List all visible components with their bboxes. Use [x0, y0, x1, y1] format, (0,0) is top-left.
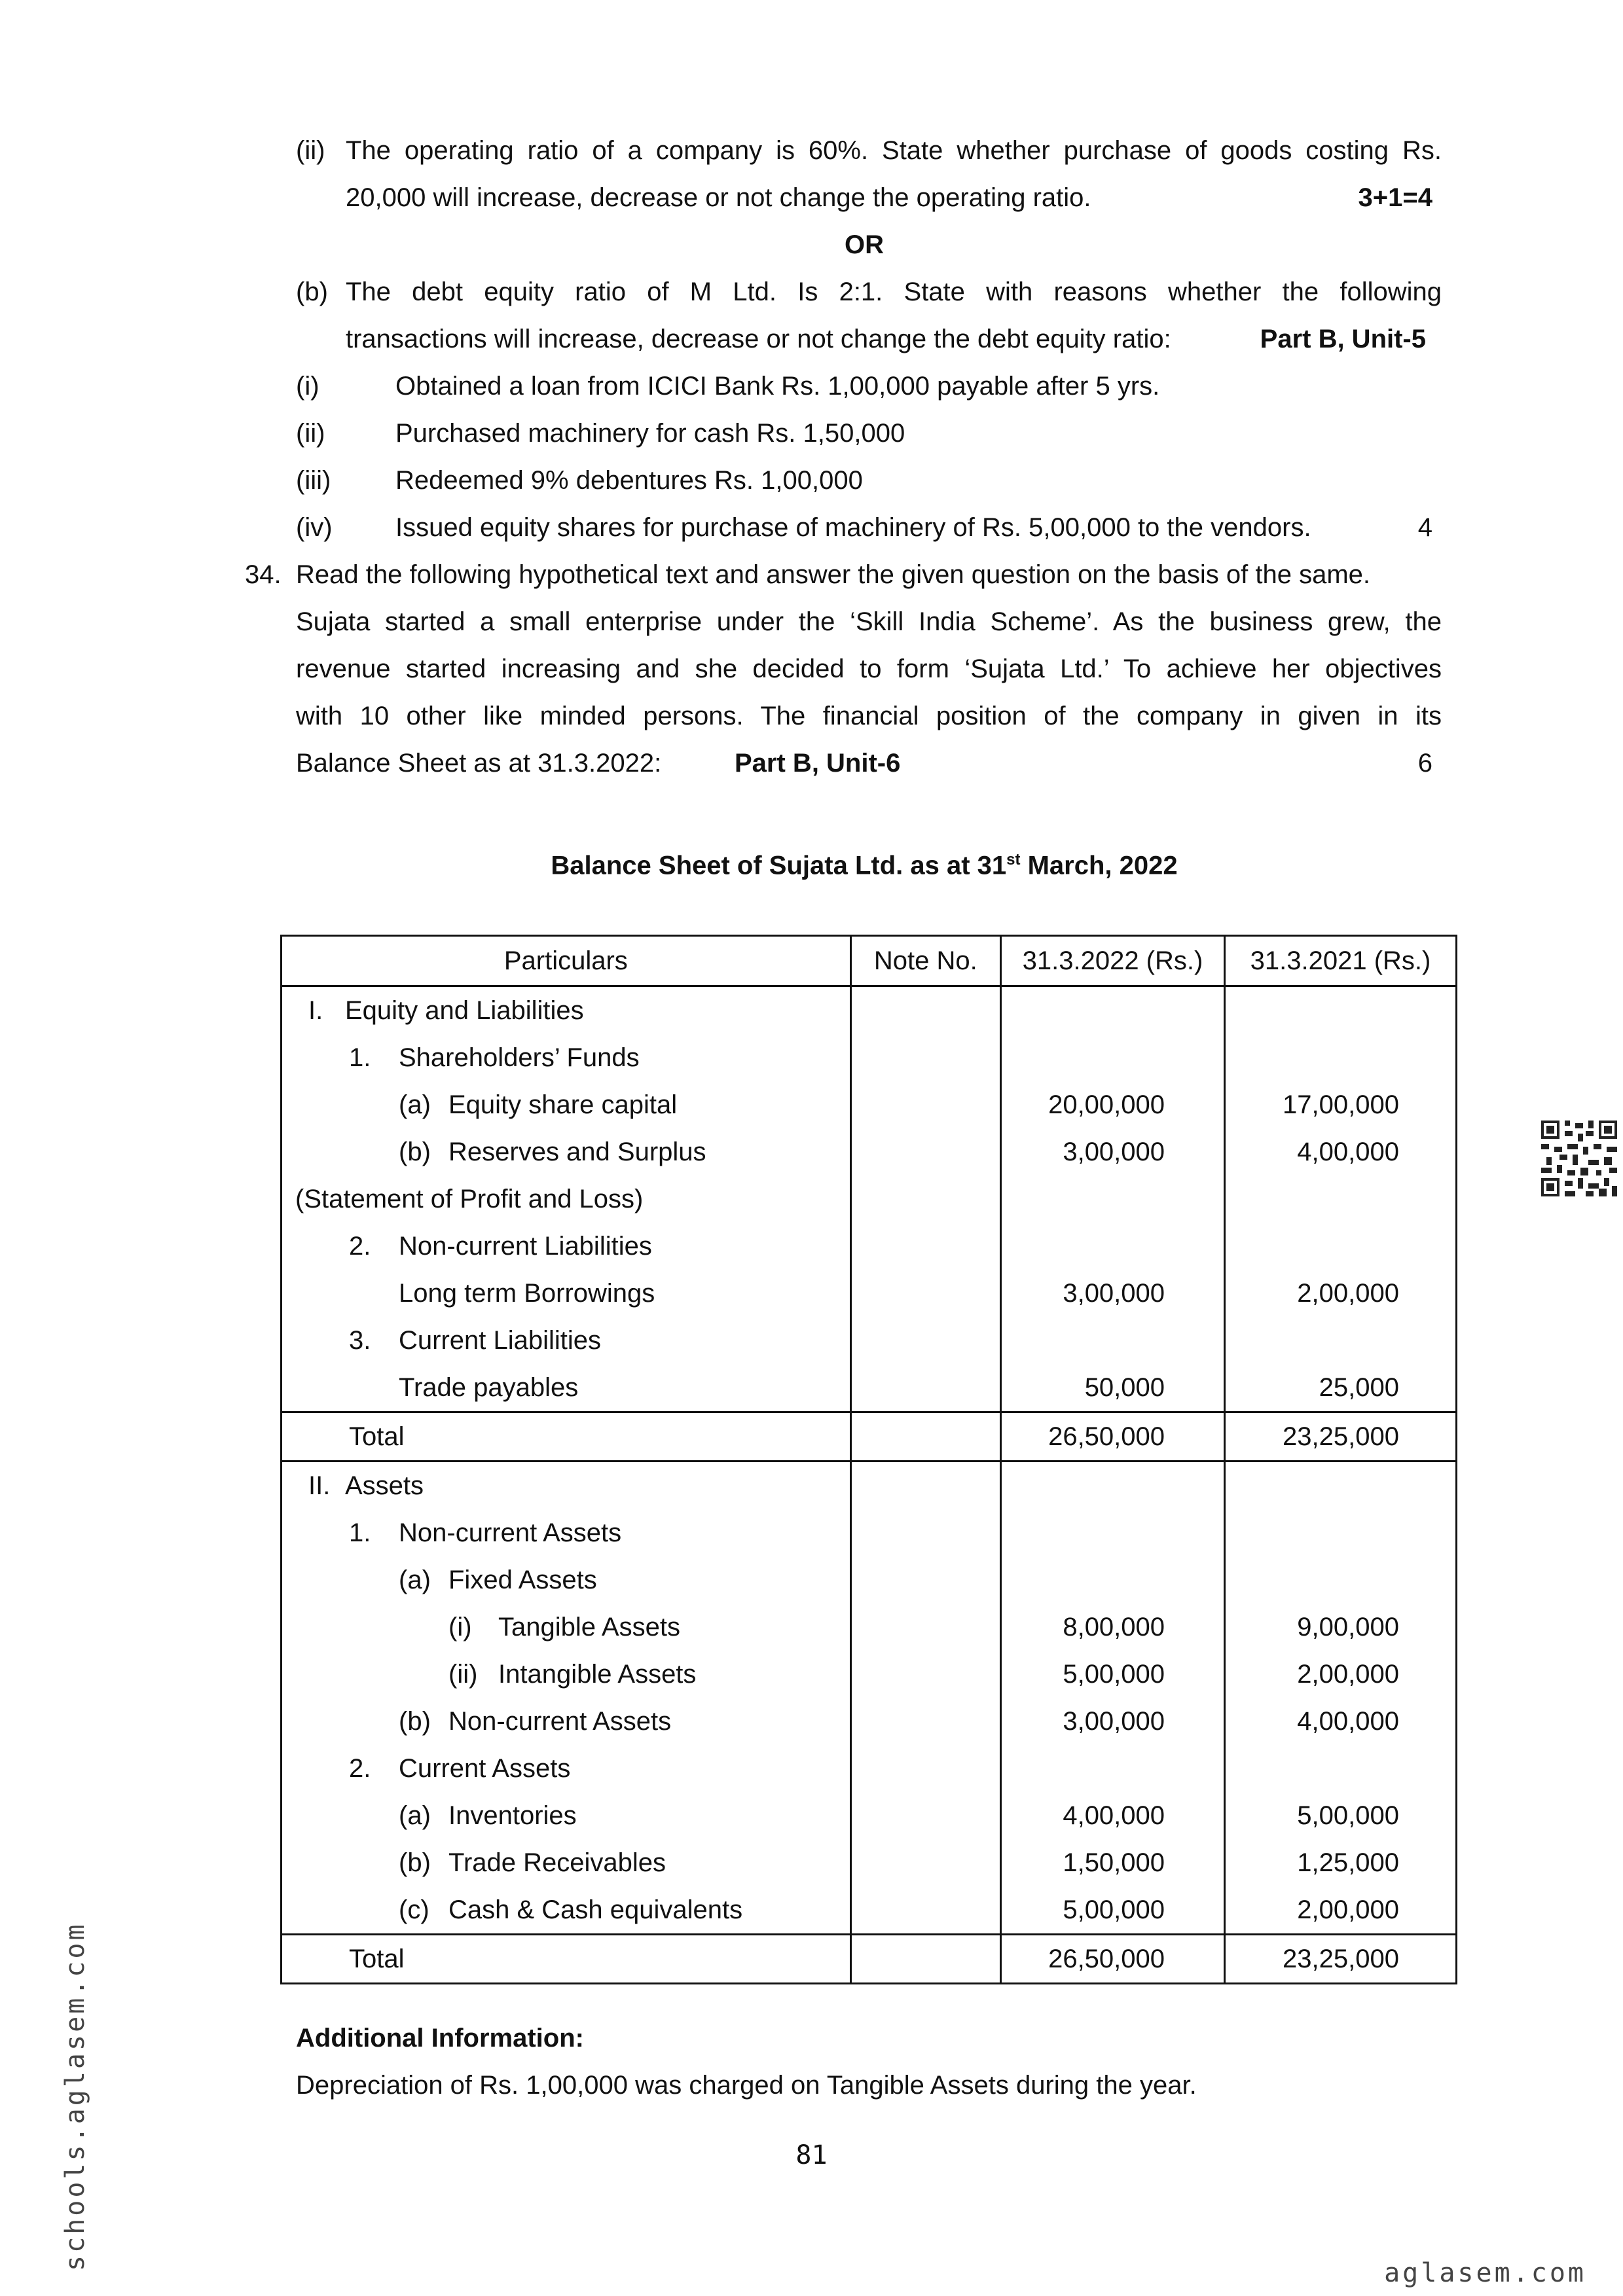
item-number: (b): [399, 1848, 431, 1877]
list-item: [296, 410, 1442, 457]
table-row: [282, 1317, 1457, 1364]
group-number: 2.: [349, 1232, 371, 1261]
title-text: Balance Sheet of Sujata Ltd. as at 31: [551, 851, 1007, 880]
row-label: Inventories: [448, 1801, 577, 1830]
row-label: Current Liabilities: [399, 1326, 602, 1355]
additional-info-heading: Additional Information:: [296, 2024, 584, 2053]
marks: 4: [1417, 513, 1432, 542]
item-number: (a): [399, 1090, 431, 1119]
footer-watermark: aglasem.com: [1384, 2258, 1586, 2288]
item-number: (i): [448, 1613, 472, 1641]
section-number: II.: [308, 1471, 331, 1500]
row-label: Intangible Assets: [498, 1660, 697, 1689]
total-2022: 26,50,000: [1000, 1935, 1224, 1984]
value-2022: 50,000: [1000, 1364, 1224, 1412]
unit-reference: Part B, Unit-5: [1260, 325, 1426, 353]
col-note-no: Note No.: [850, 936, 1000, 986]
table-header-row: [282, 936, 1457, 986]
item-number: (a): [399, 1801, 431, 1830]
item-number: (ii): [296, 419, 325, 448]
or-separator: OR: [845, 230, 884, 259]
row-label: Assets: [345, 1471, 424, 1500]
row-label: Fixed Assets: [448, 1566, 597, 1594]
value-2022: 20,00,000: [1000, 1081, 1224, 1128]
table-row: [282, 1698, 1457, 1745]
item-number: (b): [399, 1138, 431, 1166]
value-2021: 5,00,000: [1225, 1792, 1457, 1839]
question-34-text: [296, 551, 1442, 787]
page-number: 81: [795, 2140, 828, 2170]
table-row: [282, 1175, 1457, 1223]
item-text: Issued equity shares for purchase of machinery of Rs. 5,00,000 to the vendors.: [395, 513, 1311, 542]
question-line: 20,000 will increase, decrease or not change the operating ratio.: [346, 183, 1091, 212]
row-label: Current Assets: [399, 1754, 571, 1783]
table-row: [282, 1034, 1457, 1081]
balance-sheet-table: [280, 935, 1457, 1984]
question-label: (ii): [296, 136, 325, 165]
row-label: Total: [349, 1945, 405, 1973]
value-2021: 4,00,000: [1225, 1128, 1457, 1175]
total-row: [282, 1935, 1457, 1984]
row-label: Shareholders’ Funds: [399, 1043, 640, 1072]
row-label: Non-current Assets: [399, 1518, 622, 1547]
balance-sheet-title: [0, 836, 1623, 889]
table-row: [282, 1745, 1457, 1792]
qr-code-icon: [1541, 1121, 1617, 1196]
marks: 6: [1417, 749, 1432, 778]
row-label: Equity and Liabilities: [345, 996, 584, 1025]
item-number: (ii): [448, 1660, 478, 1689]
question-line: transactions will increase, decrease or not change the debt equity ratio:: [346, 325, 1171, 353]
item-number: (i): [296, 372, 319, 401]
question-label: (b): [296, 278, 328, 306]
section-number: I.: [308, 996, 323, 1025]
question-line: The debt equity ratio of M Ltd. Is 2:1. State with reasons whether the following: [346, 278, 1442, 306]
table-row: [282, 986, 1457, 1035]
table-row: [282, 1509, 1457, 1556]
value-2022: 1,50,000: [1000, 1839, 1224, 1886]
col-particulars: Particulars: [282, 936, 851, 986]
list-item: [296, 363, 1442, 410]
value-2021: 2,00,000: [1225, 1270, 1457, 1317]
group-number: 2.: [349, 1754, 371, 1783]
table-row: [282, 1556, 1457, 1604]
table-row: [282, 1270, 1457, 1317]
item-text: Obtained a loan from ICICI Bank Rs. 1,00,000 payable after 5 yrs.: [395, 372, 1160, 401]
table-row: [282, 1886, 1457, 1935]
question-line: Sujata started a small enterprise under the ‘Skill India Scheme’. As the business grew, the: [296, 607, 1442, 636]
row-label: Reserves and Surplus: [448, 1138, 706, 1166]
question-line: The operating ratio of a company is 60%. State whether purchase of goods costing Rs.: [346, 136, 1442, 165]
item-number: (a): [399, 1566, 431, 1594]
row-label: Equity share capital: [448, 1090, 678, 1119]
value-2021: 2,00,000: [1225, 1886, 1457, 1935]
table-row: [282, 1839, 1457, 1886]
value-2021: 1,25,000: [1225, 1839, 1457, 1886]
group-number: 3.: [349, 1326, 371, 1355]
additional-info-text: Depreciation of Rs. 1,00,000 was charged on Tangible Assets during the year.: [296, 2071, 1197, 2100]
row-label: (Statement of Profit and Loss): [295, 1185, 644, 1213]
item-number: (iii): [296, 466, 331, 495]
row-label: Trade payables: [399, 1373, 579, 1402]
value-2022: 3,00,000: [1000, 1270, 1224, 1317]
total-2022: 26,50,000: [1000, 1412, 1224, 1462]
value-2022: 5,00,000: [1000, 1651, 1224, 1698]
question-line: Balance Sheet as at 31.3.2022:: [296, 749, 662, 778]
table-row: [282, 1364, 1457, 1412]
row-label: Total: [349, 1422, 405, 1451]
value-2021: 9,00,000: [1225, 1604, 1457, 1651]
row-label: Cash & Cash equivalents: [448, 1895, 743, 1924]
question-ii: [296, 127, 1442, 221]
table-row: [282, 1223, 1457, 1270]
row-label: Non-current Liabilities: [399, 1232, 652, 1261]
table-row: [282, 1128, 1457, 1175]
item-number: (b): [399, 1707, 431, 1736]
unit-reference: Part B, Unit-6: [735, 749, 901, 778]
question-line: with 10 other like minded persons. The financial position of the company in given in its: [296, 702, 1442, 730]
value-2022: 3,00,000: [1000, 1128, 1224, 1175]
table-row: [282, 1792, 1457, 1839]
group-number: 1.: [349, 1043, 371, 1072]
question-number: 34.: [245, 560, 282, 589]
table-row: [282, 1081, 1457, 1128]
table-row: [282, 1604, 1457, 1651]
value-2021: 25,000: [1225, 1364, 1457, 1412]
table-row: [282, 1651, 1457, 1698]
side-watermark: schools.aglasem.com: [60, 1922, 90, 2271]
row-label: Trade Receivables: [448, 1848, 666, 1877]
item-text: Purchased machinery for cash Rs. 1,50,000: [395, 419, 905, 448]
col-2022: 31.3.2022 (Rs.): [1000, 936, 1224, 986]
value-2021: 2,00,000: [1225, 1651, 1457, 1698]
value-2021: 17,00,000: [1225, 1081, 1457, 1128]
item-number: (iv): [296, 513, 333, 542]
question-line: Read the following hypothetical text and answer the given question on the basis of the same.: [296, 560, 1371, 589]
value-2022: 5,00,000: [1000, 1886, 1224, 1935]
row-label: Tangible Assets: [498, 1613, 680, 1641]
list-item: [296, 504, 1442, 551]
item-text: Redeemed 9% debentures Rs. 1,00,000: [395, 466, 863, 495]
group-number: 1.: [349, 1518, 371, 1547]
row-label: Long term Borrowings: [399, 1279, 655, 1308]
value-2022: 3,00,000: [1000, 1698, 1224, 1745]
title-superscript: st: [1006, 851, 1021, 869]
list-item: [296, 457, 1442, 504]
value-2022: 4,00,000: [1000, 1792, 1224, 1839]
marks: 3+1=4: [1358, 183, 1432, 212]
total-row: [282, 1412, 1457, 1462]
title-text: March, 2022: [1020, 851, 1178, 880]
table-row: [282, 1462, 1457, 1510]
value-2022: 8,00,000: [1000, 1604, 1224, 1651]
question-b: [296, 268, 1442, 363]
row-label: Non-current Assets: [448, 1707, 672, 1736]
value-2021: 4,00,000: [1225, 1698, 1457, 1745]
question-line: revenue started increasing and she decided to form ‘Sujata Ltd.’ To achieve her objectives: [296, 655, 1442, 683]
item-number: (c): [399, 1895, 429, 1924]
total-2021: 23,25,000: [1225, 1412, 1457, 1462]
total-2021: 23,25,000: [1225, 1935, 1457, 1984]
col-2021: 31.3.2021 (Rs.): [1225, 936, 1457, 986]
